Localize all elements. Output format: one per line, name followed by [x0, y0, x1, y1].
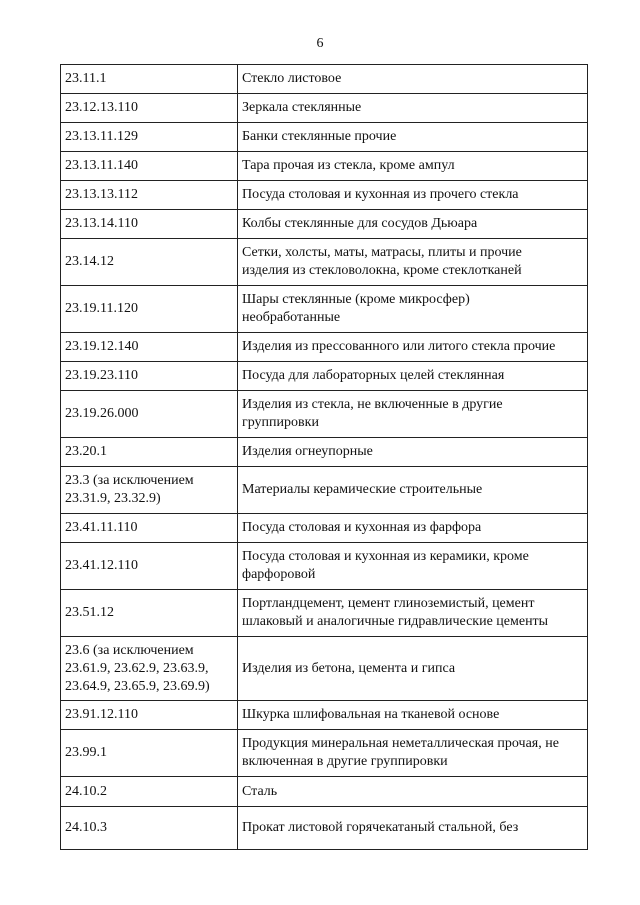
code-cell: 23.19.12.140: [61, 333, 238, 362]
table-row: [61, 152, 588, 181]
description-cell: Колбы стеклянные для сосудов Дьюара: [238, 210, 588, 239]
code-cell: 23.19.11.120: [61, 286, 238, 333]
code-cell: 23.91.12.110: [61, 701, 238, 730]
description-cell: Посуда столовая и кухонная из прочего стекла: [238, 181, 588, 210]
description-cell: Посуда столовая и кухонная из фарфора: [238, 514, 588, 543]
description-cell: Посуда для лабораторных целей стеклянная: [238, 362, 588, 391]
code-cell: 23.11.1: [61, 65, 238, 94]
description-cell: Посуда столовая и кухонная из керамики, кроме фарфоровой: [238, 543, 588, 590]
table-row: [61, 333, 588, 362]
code-cell: 24.10.2: [61, 777, 238, 807]
description-cell: Портландцемент, цемент глиноземистый, цемент шлаковый и аналогичные гидравлические цементы: [238, 590, 588, 637]
table-row: [61, 543, 588, 590]
code-cell: 23.19.23.110: [61, 362, 238, 391]
code-cell: 23.3 (за исключением 23.31.9, 23.32.9): [61, 467, 238, 514]
code-cell: 23.51.12: [61, 590, 238, 637]
description-cell: Шары стеклянные (кроме микросфер) необработанные: [238, 286, 588, 333]
table-row: [61, 701, 588, 730]
description-cell: Изделия из стекла, не включенные в другие группировки: [238, 391, 588, 438]
code-cell: 23.99.1: [61, 730, 238, 777]
table-row: [61, 637, 588, 701]
table-row: [61, 467, 588, 514]
table-row: [61, 514, 588, 543]
description-cell: Материалы керамические строительные: [238, 467, 588, 514]
table-row: [61, 590, 588, 637]
table-row: [61, 65, 588, 94]
code-cell: 23.13.14.110: [61, 210, 238, 239]
table-row: [61, 362, 588, 391]
description-cell: Зеркала стеклянные: [238, 94, 588, 123]
code-cell: 23.41.11.110: [61, 514, 238, 543]
table-row: [61, 730, 588, 777]
code-cell: 23.13.11.129: [61, 123, 238, 152]
description-cell: Шкурка шлифовальная на тканевой основе: [238, 701, 588, 730]
table-row: [61, 123, 588, 152]
code-cell: 23.14.12: [61, 239, 238, 286]
table-row: [61, 181, 588, 210]
table-row: [61, 94, 588, 123]
description-cell: Стекло листовое: [238, 65, 588, 94]
code-cell: 23.12.13.110: [61, 94, 238, 123]
code-cell: 23.13.11.140: [61, 152, 238, 181]
code-cell: 24.10.3: [61, 807, 238, 850]
table-row: [61, 777, 588, 807]
table-row: [61, 807, 588, 850]
code-cell: 23.20.1: [61, 438, 238, 467]
description-cell: Банки стеклянные прочие: [238, 123, 588, 152]
page-number: 6: [316, 36, 324, 51]
code-cell: 23.6 (за исключением 23.61.9, 23.62.9, 23.63.9, 23.64.9, 23.65.9, 23.69.9): [61, 637, 238, 701]
table-row: [61, 438, 588, 467]
code-cell: 23.41.12.110: [61, 543, 238, 590]
table-row: [61, 286, 588, 333]
description-cell: Сетки, холсты, маты, матрасы, плиты и прочие изделия из стекловолокна, кроме стеклотканей: [238, 239, 588, 286]
description-cell: Изделия огнеупорные: [238, 438, 588, 467]
code-cell: 23.19.26.000: [61, 391, 238, 438]
code-cell: 23.13.13.112: [61, 181, 238, 210]
description-cell: Прокат листовой горячекатаный стальной, без: [238, 807, 588, 850]
table-row: [61, 210, 588, 239]
description-cell: Продукция минеральная неметаллическая прочая, не включенная в другие группировки: [238, 730, 588, 777]
table-row: [61, 391, 588, 438]
codes-table: [60, 64, 588, 850]
description-cell: Сталь: [238, 777, 588, 807]
table-row: [61, 239, 588, 286]
description-cell: Изделия из бетона, цемента и гипса: [238, 637, 588, 701]
description-cell: Тара прочая из стекла, кроме ампул: [238, 152, 588, 181]
description-cell: Изделия из прессованного или литого стекла прочие: [238, 333, 588, 362]
